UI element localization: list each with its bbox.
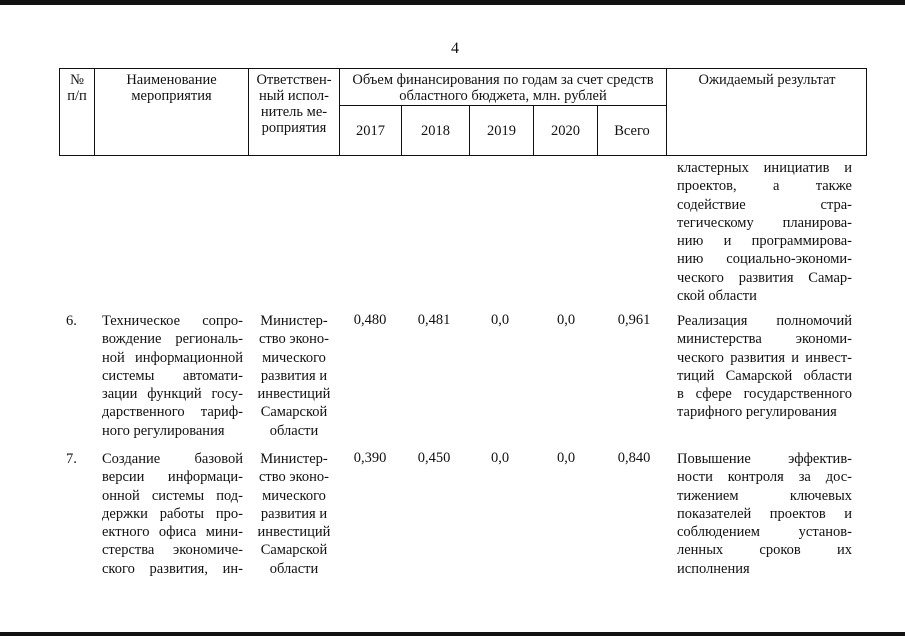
header-number-col: № п/п: [67, 72, 87, 104]
value-2017: 0,480: [353, 312, 387, 328]
continuation-result: кластерных инициатив и проектов, а также содействие стра- тегическому планирова- нию и программирова- нию социально-экономи- ческого развития Самар- ской области: [677, 160, 852, 305]
bottom-border-rule: [0, 632, 905, 636]
header-year-2017: 2017: [356, 123, 385, 139]
row-result: Реализация полномочий министерства экономи- ческого развития и инвест- тиций Самарской области в сфере государственного тарифного регулирования: [677, 313, 852, 421]
row-number: 7.: [66, 451, 77, 467]
value-total: 0,840: [617, 450, 651, 466]
value-2018: 0,450: [417, 450, 451, 466]
value-2017: 0,390: [353, 450, 387, 466]
row-executor: Министер- ство эконо- мического развития и инвестиций Самарской области: [257, 313, 331, 439]
value-total: 0,961: [617, 312, 651, 328]
value-2020: 0,0: [556, 450, 576, 466]
top-border-rule: [0, 0, 905, 5]
row-name: Создание базовой версии информаци- онной системы под- держки работы про- ектного офиса мини- стерства экономиче- ского развития, ин-: [102, 451, 243, 577]
header-total: Всего: [614, 123, 650, 139]
header-divider: [339, 105, 666, 106]
value-2018: 0,481: [417, 312, 451, 328]
row-number: 6.: [66, 313, 77, 329]
header-year-2018: 2018: [421, 123, 450, 139]
header-result-col: Ожидаемый результат: [698, 72, 836, 88]
header-year-2020: 2020: [551, 123, 580, 139]
header-funding-col: Объем финансирования по годам за счет средств областного бюджета, млн. рублей: [352, 72, 654, 104]
page-number: 4: [451, 40, 459, 57]
header-year-2019: 2019: [487, 123, 516, 139]
row-executor: Министер- ство эконо- мического развития и инвестиций Самарской области: [257, 451, 331, 577]
row-name: Техническое сопро- вождение региональ- ной информационной системы автомати- зации функций госу- дарственного тариф- ного регулирования: [102, 313, 243, 439]
value-2020: 0,0: [556, 312, 576, 328]
value-2019: 0,0: [490, 450, 510, 466]
row-result: Повышение эффектив- ности контроля за дос- тижением ключевых показателей проектов и соблюдением установ- ленных сроков их исполнения: [677, 451, 852, 577]
value-2019: 0,0: [490, 312, 510, 328]
header-executor-col: Ответствен- ный испол- нитель ме- роприятия: [256, 72, 332, 136]
table-header: [59, 68, 867, 156]
header-name-col: Наименование мероприятия: [126, 72, 217, 104]
